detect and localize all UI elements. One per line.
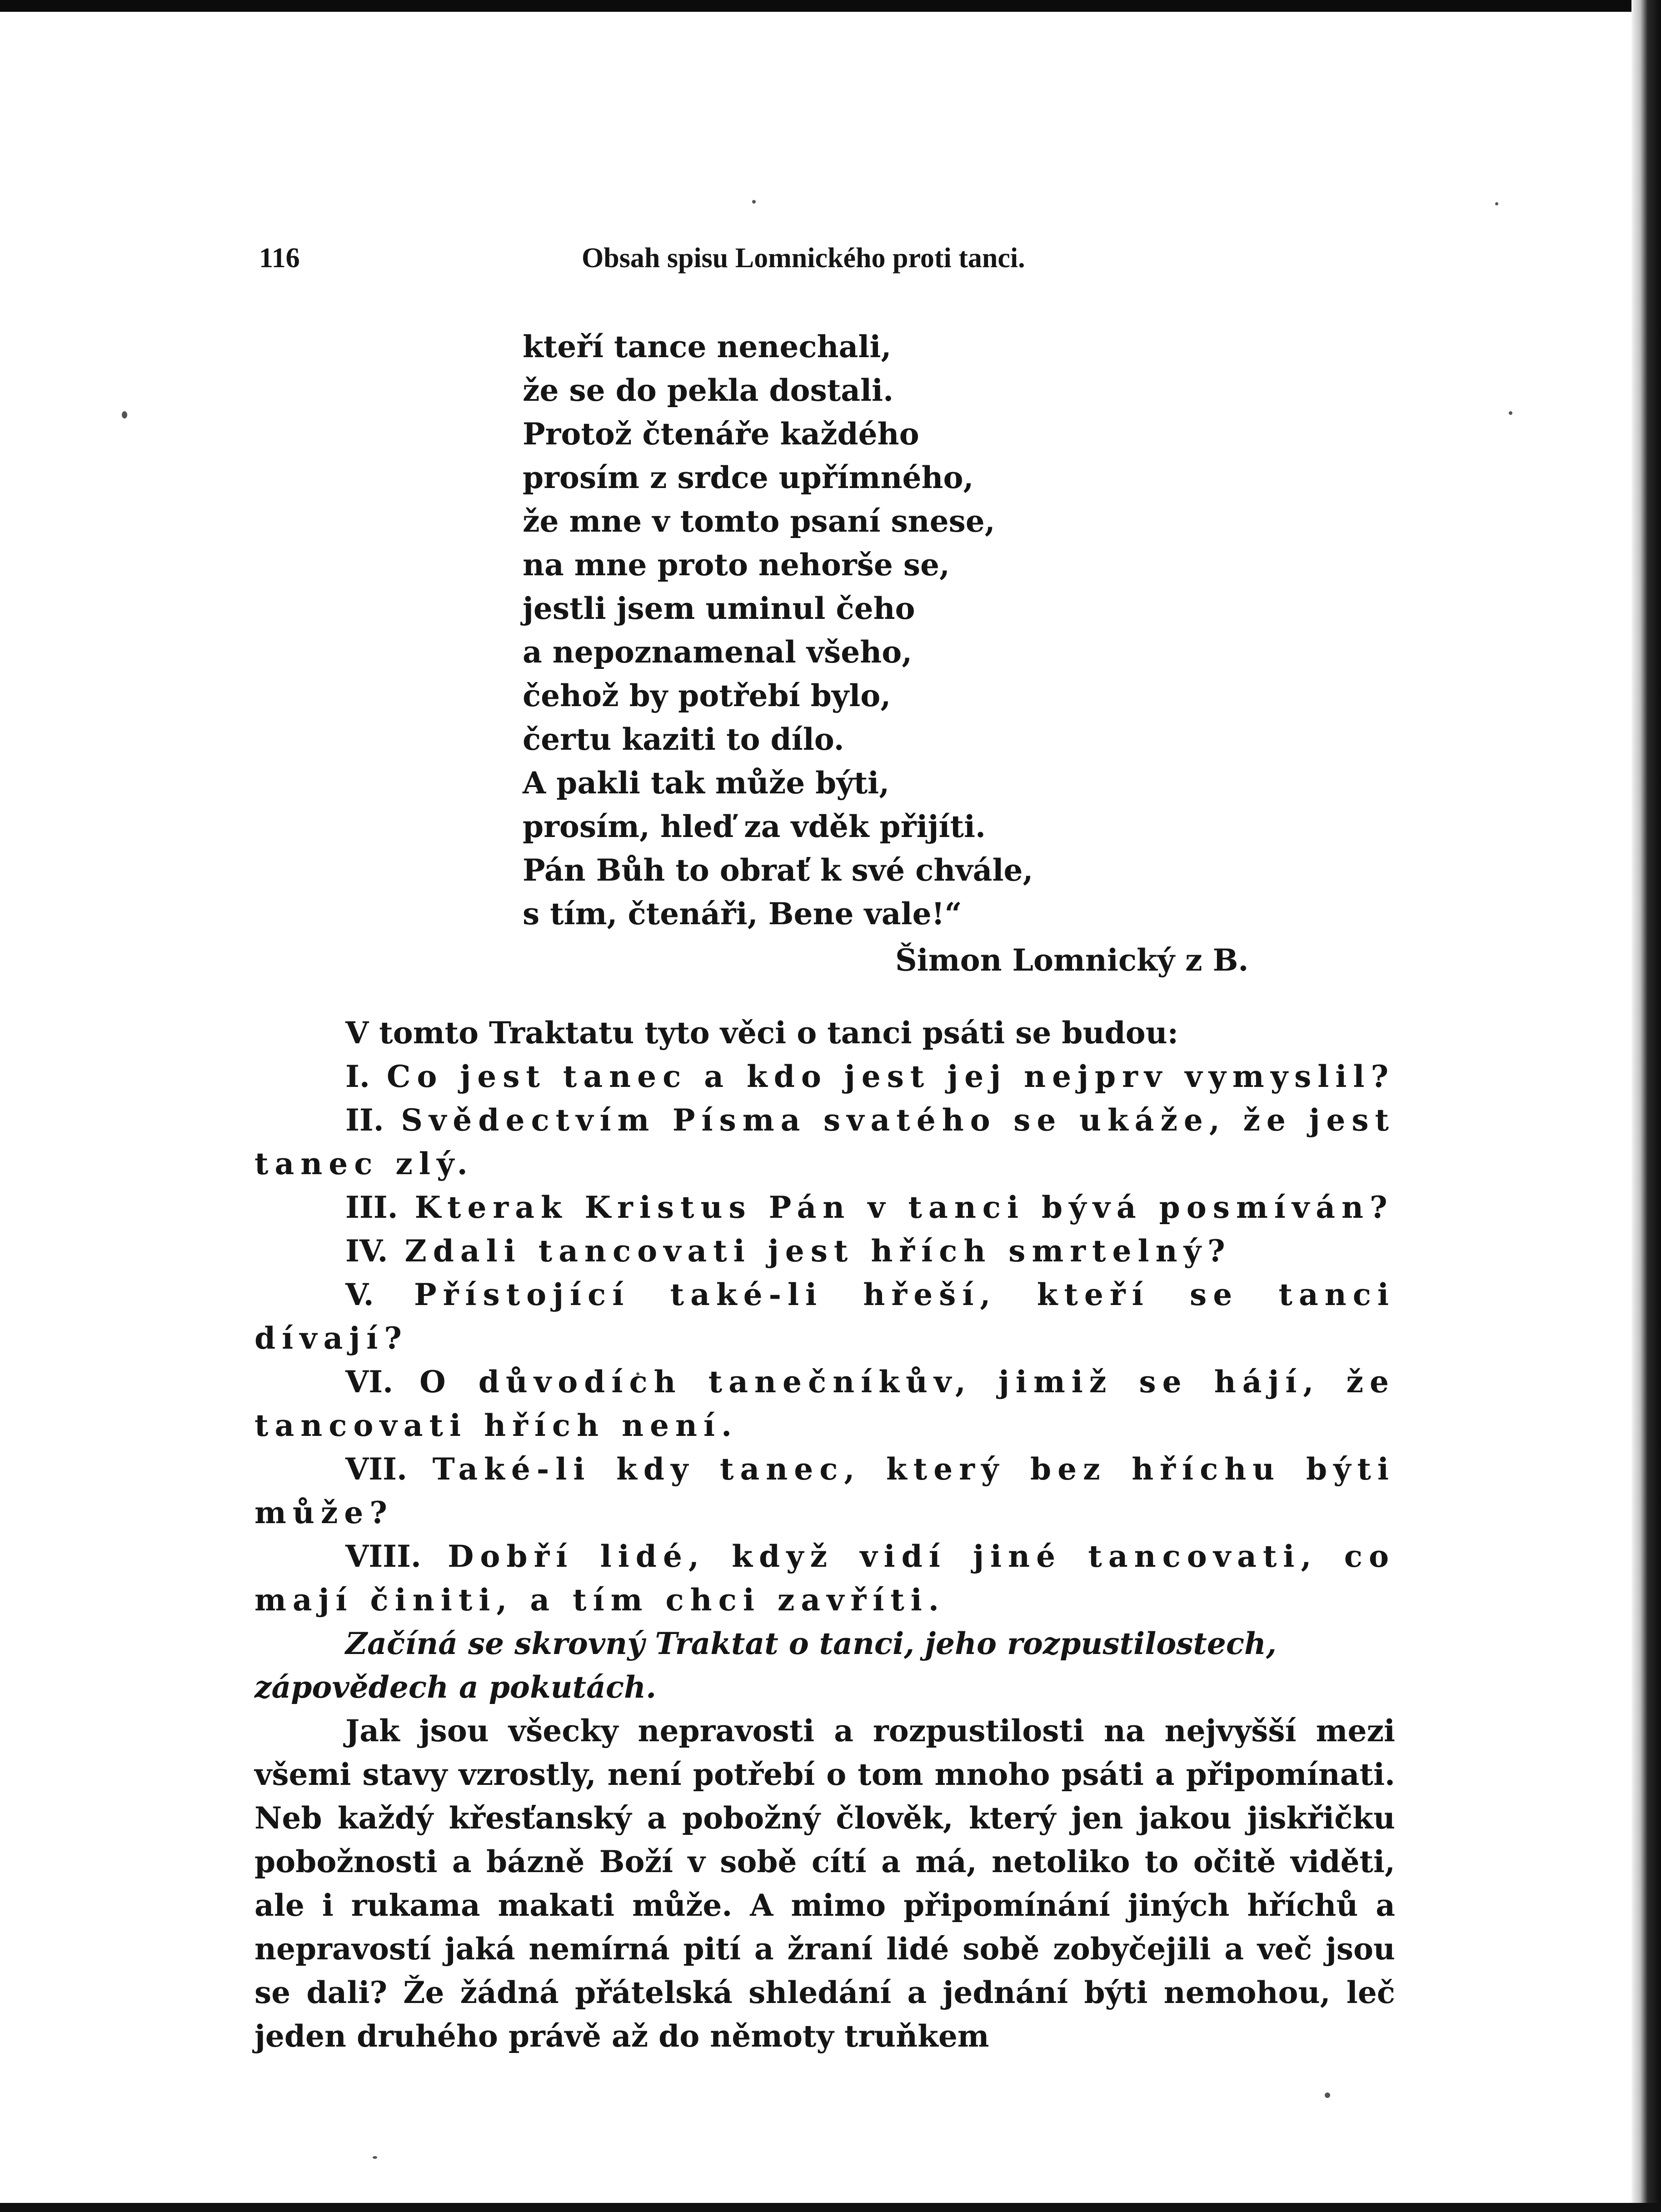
contents-item-number: II. bbox=[345, 1102, 384, 1138]
scan-border-top bbox=[0, 0, 1661, 12]
contents-item bbox=[254, 1447, 1395, 1534]
poem-line: čertu kaziti to dílo. bbox=[523, 722, 844, 757]
contents-item-number: VI. bbox=[345, 1364, 394, 1400]
poem bbox=[523, 325, 1386, 936]
contents-item bbox=[254, 1229, 1395, 1273]
scan-border-right bbox=[1631, 0, 1661, 2212]
contents-item-text: O důvodích tanečníkův, jimiž se hájí, že tancovati hřích není. bbox=[254, 1364, 1395, 1443]
contents-item bbox=[254, 1055, 1395, 1098]
poem-line: prosím, hleď za vděk přijíti. bbox=[523, 809, 986, 844]
contents-intro: V tomto Traktatu tyto věci o tanci psáti se budou: bbox=[345, 1015, 1179, 1051]
poem-line: Pán Bůh to obrať k své chvále, bbox=[523, 852, 1033, 888]
poem-line: a nepoznamenal všeho, bbox=[523, 634, 913, 670]
contents-item bbox=[254, 1098, 1395, 1186]
contents-item-number: I. bbox=[345, 1059, 370, 1094]
body-paragraph: Jak jsou všecky nepravosti a rozpustilosti na nejvyšší mezi všemi stavy vzrostly, není potřebí o tom mnoho psáti a připomínati. Neb každý křesťanský a pobožný člověk, který jen jakou jiskřičku pobožnosti a bázně Boží v sobě cítí a má, netoliko to očitě viděti, ale i rukama makati může. A mimo připomínání jiných hříchů a nepravostí jaká nemírná pití a žraní lidé sobě zobyčejili a več jsou se dali? Že žádná přátelská shledání a jednání býti nemohou, leč jeden druhého právě až do němoty truňkem bbox=[254, 1713, 1395, 2054]
treatise-incipit: Začíná se skrovný Traktat o tanci, jeho rozpustilostech, zápovědech a pokutách. bbox=[254, 1626, 1277, 1705]
contents-item-text: Také-li kdy tanec, který bez hříchu býti může? bbox=[254, 1451, 1396, 1530]
contents-item-text: Zdali tancovati jest hřích smrtelný? bbox=[404, 1233, 1232, 1269]
running-header bbox=[254, 236, 1395, 277]
contents-item-text: Co jest tanec a kdo jest jej nejprv vymyslil? bbox=[386, 1059, 1395, 1094]
contents-item bbox=[254, 1534, 1395, 1622]
poem-line: kteří tance nenechali, bbox=[523, 329, 892, 364]
poem-signature: Šimon Lomnický z B. bbox=[895, 942, 1249, 978]
poem-line: prosím z srdce upřímného, bbox=[523, 460, 974, 495]
contents-item bbox=[254, 1360, 1395, 1447]
contents-item-number: IV. bbox=[345, 1233, 388, 1269]
contents-item-text: Dobří lidé, když vidí jiné tancovati, co mají činiti, a tím chci zavříti. bbox=[254, 1539, 1395, 1618]
contents-item-text: Kterak Kristus Pán v tanci bývá posmíván? bbox=[414, 1190, 1394, 1225]
poem-line: že se do pekla dostali. bbox=[523, 373, 894, 408]
poem-line: jestli jsem uminul čeho bbox=[523, 591, 915, 626]
contents-item-number: VII. bbox=[345, 1451, 407, 1487]
contents-item bbox=[254, 1273, 1395, 1360]
contents-item-number: V. bbox=[345, 1277, 374, 1312]
contents-item bbox=[254, 1186, 1395, 1229]
book-page bbox=[254, 236, 1395, 2145]
running-title: Obsah spisu Lomnického proti tanci. bbox=[582, 243, 1025, 274]
poem-line: že mne v tomto psaní snese, bbox=[523, 503, 995, 539]
treatise-contents bbox=[254, 1011, 1395, 2058]
poem-line: s tím, čtenáři, Bene vale!“ bbox=[523, 896, 962, 932]
contents-item-text: Svědectvím Písma svatého se ukáže, že jest tanec zlý. bbox=[254, 1102, 1395, 1181]
page-number: 116 bbox=[259, 243, 300, 274]
contents-item-text: Přístojící také-li hřeší, kteří se tanci dívají? bbox=[254, 1277, 1395, 1356]
scan-border-bottom bbox=[0, 2203, 1661, 2212]
poem-line: Protož čtenáře každého bbox=[523, 416, 919, 452]
poem-line: čehož by potřebí bylo, bbox=[523, 678, 891, 713]
contents-item-number: VIII. bbox=[345, 1539, 421, 1574]
poem-line: A pakli tak může býti, bbox=[523, 765, 890, 801]
contents-item-number: III. bbox=[345, 1190, 398, 1225]
poem-line: na mne proto nehorše se, bbox=[523, 547, 950, 583]
